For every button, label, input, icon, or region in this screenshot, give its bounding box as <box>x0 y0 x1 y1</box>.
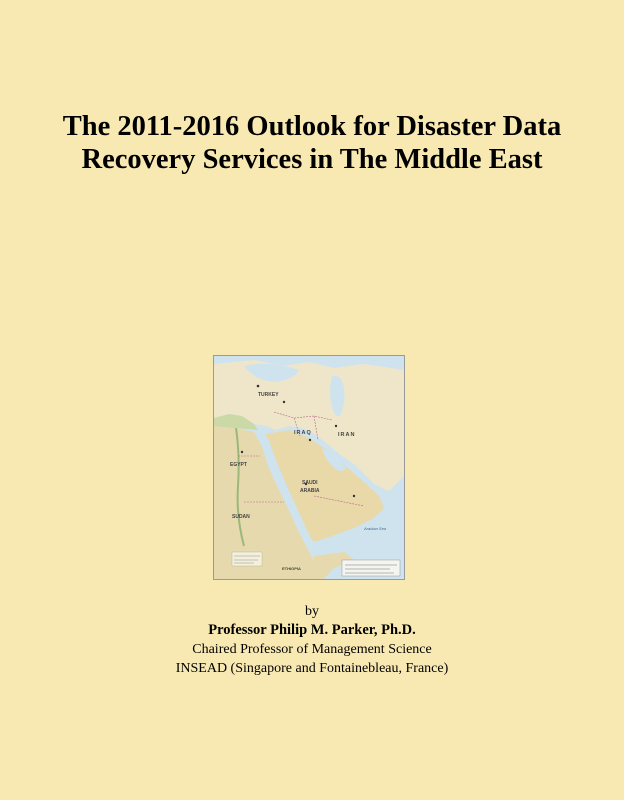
map-graphic <box>214 356 404 579</box>
label-turkey: TURKEY <box>258 392 279 398</box>
label-arabia: ARABIA <box>300 488 320 494</box>
label-egypt: EGYPT <box>230 462 247 468</box>
middle-east-map <box>213 355 405 580</box>
label-saudi: SAUDI <box>302 480 318 486</box>
byline-by: by <box>305 604 319 619</box>
label-iraq: IRAQ <box>294 430 312 436</box>
author-institution: INSEAD (Singapore and Fontainebleau, France) <box>175 661 449 676</box>
label-arabian-sea: Arabian Sea <box>364 526 387 531</box>
author-position: Chaired Professor of Management Science <box>192 642 432 657</box>
byline <box>40 602 584 678</box>
map-scale-box <box>232 552 262 566</box>
author-name: Professor Philip M. Parker, Ph.D. <box>208 622 416 638</box>
label-sudan: SUDAN <box>232 514 250 520</box>
label-iran: IRAN <box>338 432 356 438</box>
book-title: The 2011-2016 Outlook for Disaster Data Recovery Services in The Middle East <box>62 111 562 175</box>
map-legend-box <box>342 560 400 576</box>
label-ethiopia: ETHIOPIA <box>282 566 301 571</box>
